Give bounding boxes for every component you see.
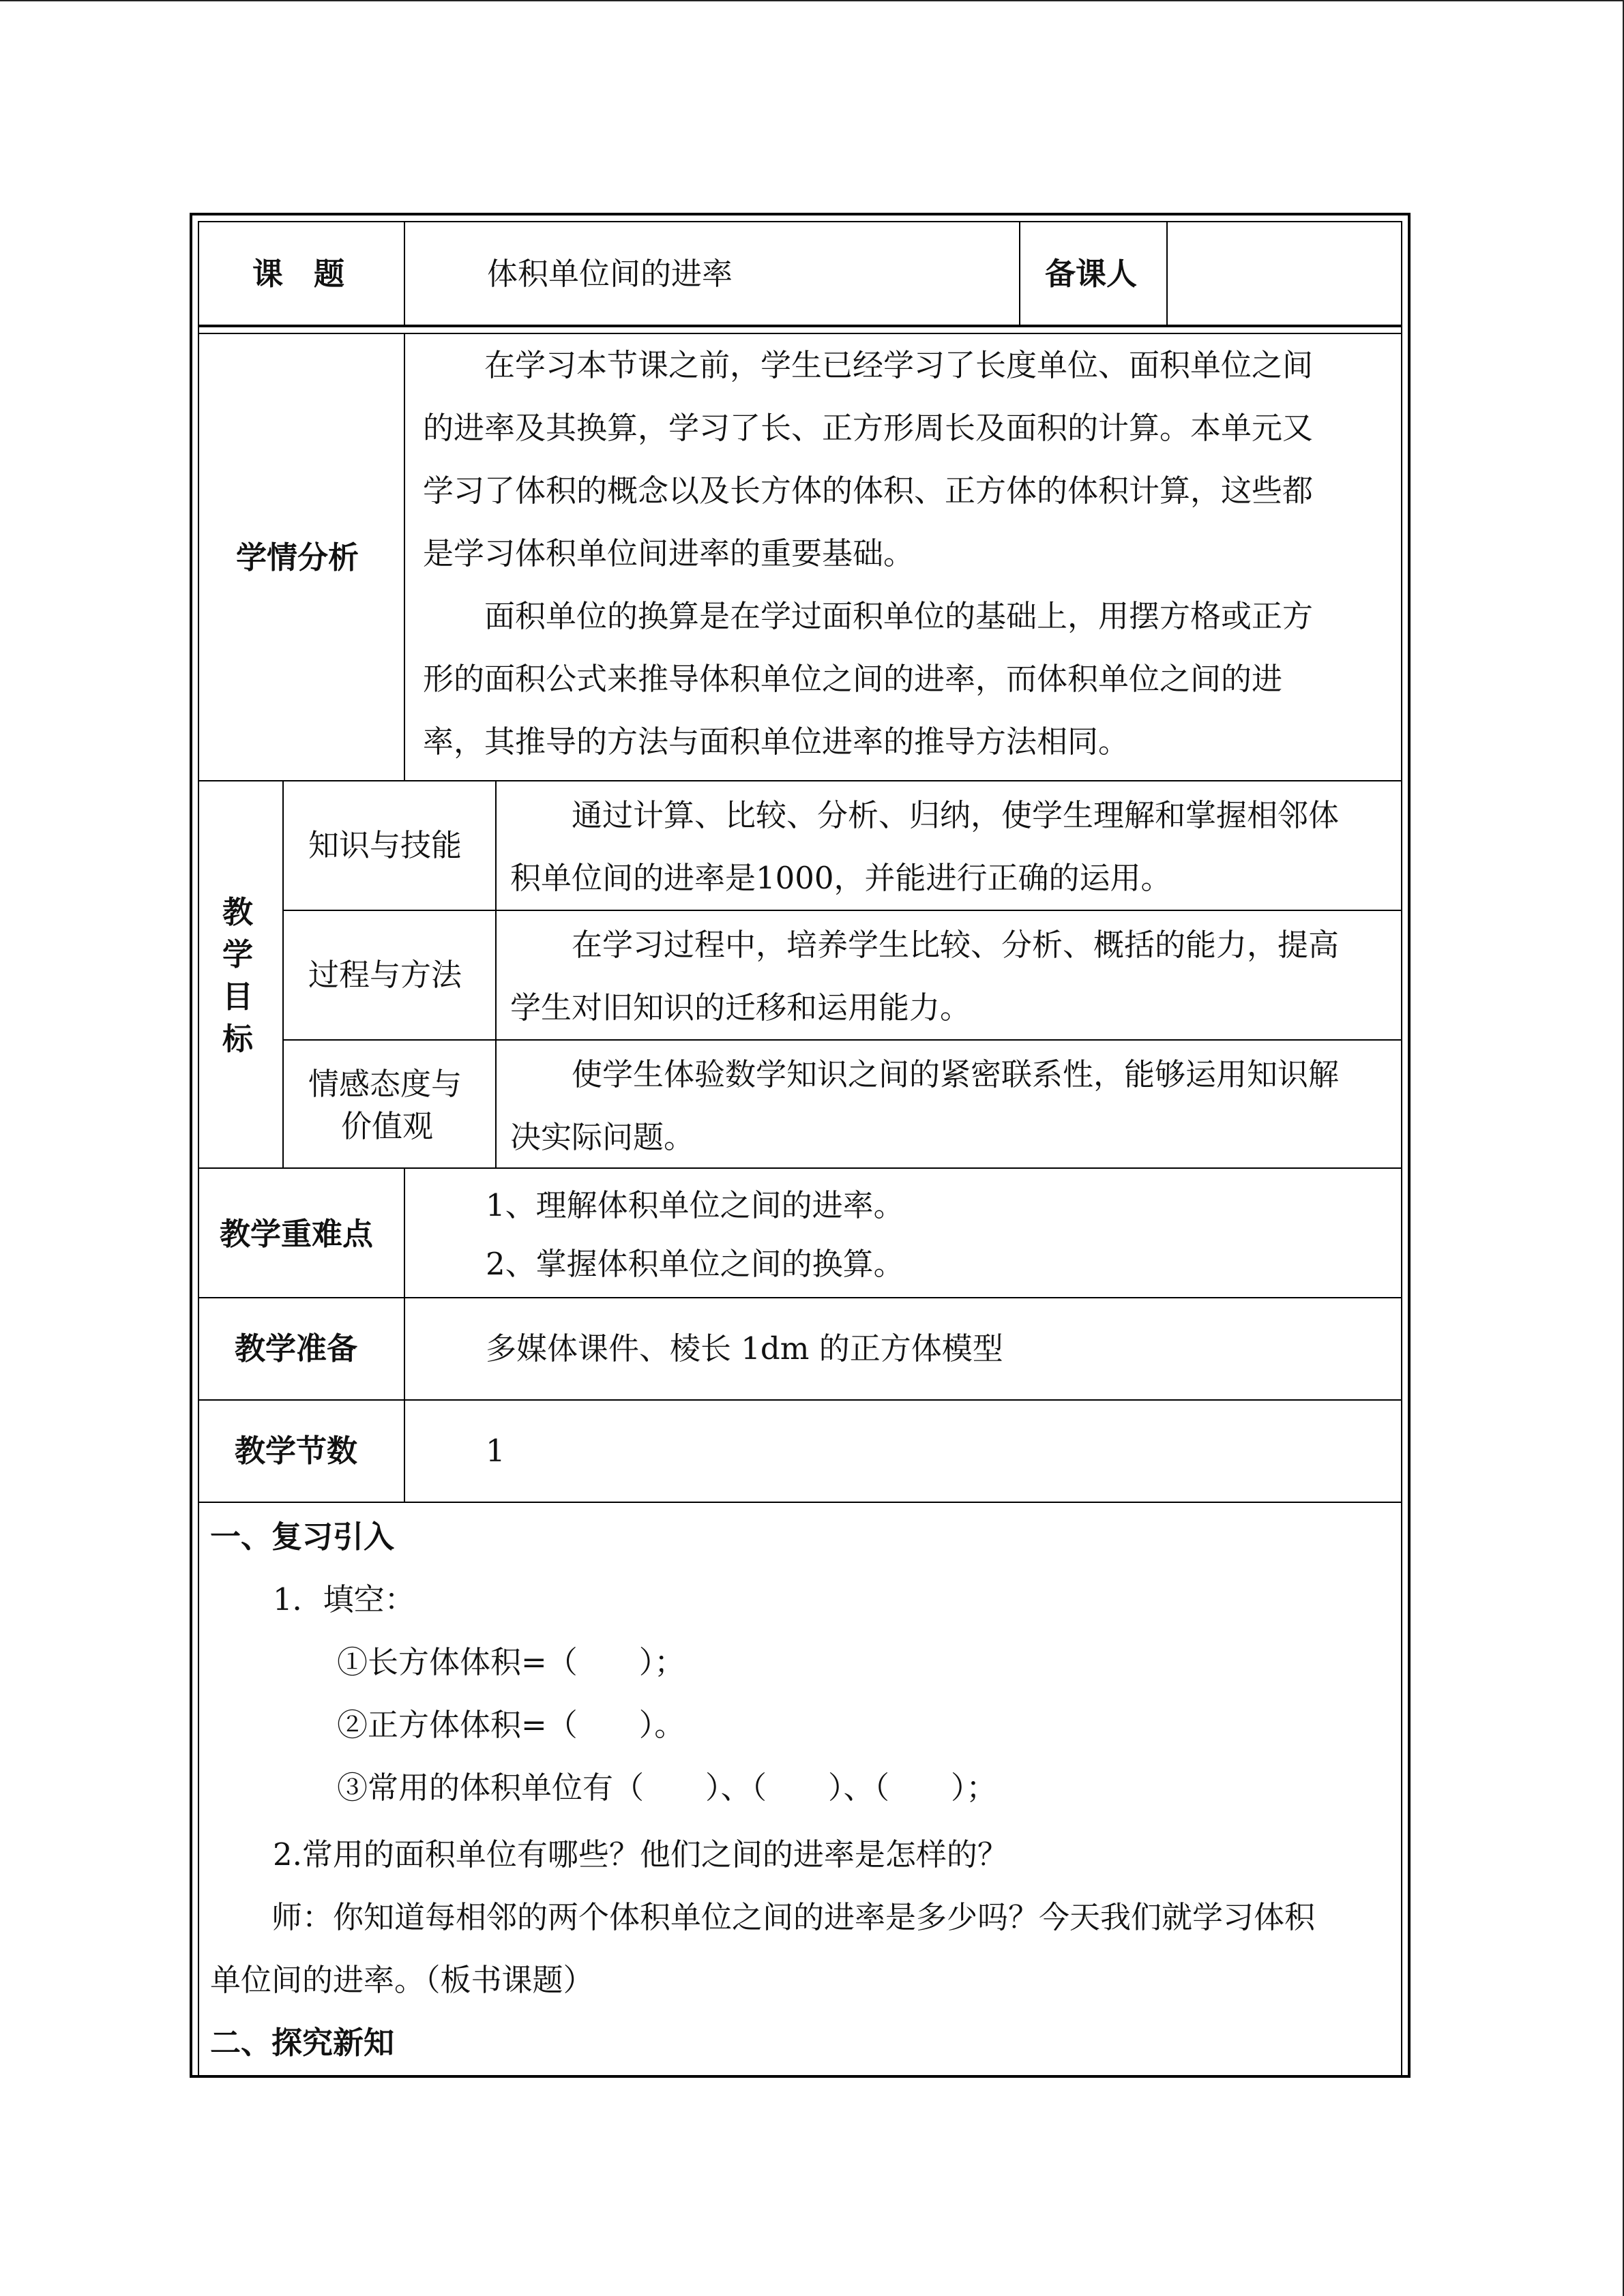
periods-value: 1 xyxy=(486,1433,505,1469)
header-divider-1 xyxy=(404,221,405,325)
analysis-bottom-line xyxy=(198,780,1402,781)
goals-row-line-1 xyxy=(282,910,1402,911)
preparer-label: 备课人 xyxy=(1045,256,1138,292)
section-explore-title: 二、探究新知 xyxy=(210,2025,395,2061)
topic-value: 体积单位间的进率 xyxy=(487,256,733,292)
goals-label-char: 教 xyxy=(222,894,254,930)
emotion-label: 情感态度与 xyxy=(308,1066,462,1102)
analysis-line: 形的面积公式来推导体积单位之间的进率，而体积单位之间的进 xyxy=(423,661,1283,697)
goals-label-char: 学 xyxy=(222,936,254,972)
periods-bottom-line xyxy=(198,1502,1402,1503)
knowledge-line: 积单位间的进率是1000，并能进行正确的运用。 xyxy=(510,860,1172,896)
process-label: 过程与方法 xyxy=(308,957,462,993)
key-point-item: 2、掌握体积单位之间的换算。 xyxy=(486,1246,904,1282)
question-1b: ②正方体体积=（ ）。 xyxy=(337,1707,685,1743)
lower-label-divider xyxy=(404,1169,405,1502)
emotion-label: 价值观 xyxy=(341,1108,434,1144)
question-1a: ①长方体体积=（ ）； xyxy=(337,1644,685,1680)
section-review-title: 一、复习引入 xyxy=(210,1519,395,1555)
periods-label: 教学节数 xyxy=(235,1433,358,1469)
analysis-text xyxy=(423,334,1391,773)
question-1: 1．填空： xyxy=(273,1581,415,1617)
goals-label-char: 目 xyxy=(222,979,254,1015)
goals-divider-1 xyxy=(282,781,284,1167)
preparation-value: 多媒体课件、棱长 1dm 的正方体模型 xyxy=(486,1330,1003,1367)
topic-label: 课 题 xyxy=(252,256,345,292)
preparation-label: 教学准备 xyxy=(235,1330,358,1367)
goals-divider-2 xyxy=(495,781,497,1167)
teacher-line: 单位间的进率。（板书课题） xyxy=(210,1962,594,1998)
page-top-edge xyxy=(0,0,1624,1)
analysis-divider xyxy=(404,334,405,780)
preparation-bottom-line xyxy=(198,1399,1402,1401)
emotion-line: 决实际问题。 xyxy=(510,1119,695,1155)
analysis-line: 面积单位的换算是在学过面积单位的基础上，用摆方格或正方 xyxy=(423,598,1314,634)
key-point-item: 1、理解体积单位之间的进率。 xyxy=(486,1187,904,1223)
header-divider-2 xyxy=(1019,221,1020,325)
analysis-line: 学习了体积的概念以及长方体的体积、正方体的体积计算，这些都 xyxy=(423,473,1314,509)
question-1c: ③常用的体积单位有（ ）、（ ）、（ ）； xyxy=(337,1770,997,1806)
goals-row-line-2 xyxy=(282,1039,1402,1041)
process-line: 在学习过程中，培养学生比较、分析、概括的能力，提高 xyxy=(510,927,1340,963)
analysis-line: 在学习本节课之前，学生已经学习了长度单位、面积单位之间 xyxy=(423,347,1314,383)
key-points-bottom-line xyxy=(198,1297,1402,1298)
emotion-line: 使学生体验数学知识之间的紧密联系性，能够运用知识解 xyxy=(510,1056,1340,1092)
analysis-line: 的进率及其换算，学习了长、正方形周长及面积的计算。本单元又 xyxy=(423,410,1314,446)
header-bottom-line-1 xyxy=(198,325,1402,327)
key-points-label: 教学重难点 xyxy=(220,1216,374,1252)
analysis-label: 学情分析 xyxy=(236,539,359,576)
question-2: 2.常用的面积单位有哪些？他们之间的进率是怎样的？ xyxy=(273,1836,1008,1873)
process-line: 学生对旧知识的迁移和运用能力。 xyxy=(510,989,971,1026)
knowledge-label: 知识与技能 xyxy=(308,827,462,863)
goals-bottom-line xyxy=(198,1167,1402,1169)
goals-label-char: 标 xyxy=(222,1021,254,1057)
analysis-line: 是学习体积单位间进率的重要基础。 xyxy=(423,535,915,571)
knowledge-line: 通过计算、比较、分析、归纳，使学生理解和掌握相邻体 xyxy=(510,797,1340,833)
header-divider-3 xyxy=(1166,221,1168,325)
analysis-line: 率，其推导的方法与面积单位进率的推导方法相同。 xyxy=(423,724,1130,760)
teacher-line: 师：你知道每相邻的两个体积单位之间的进率是多少吗？今天我们就学习体积 xyxy=(210,1899,1316,1935)
